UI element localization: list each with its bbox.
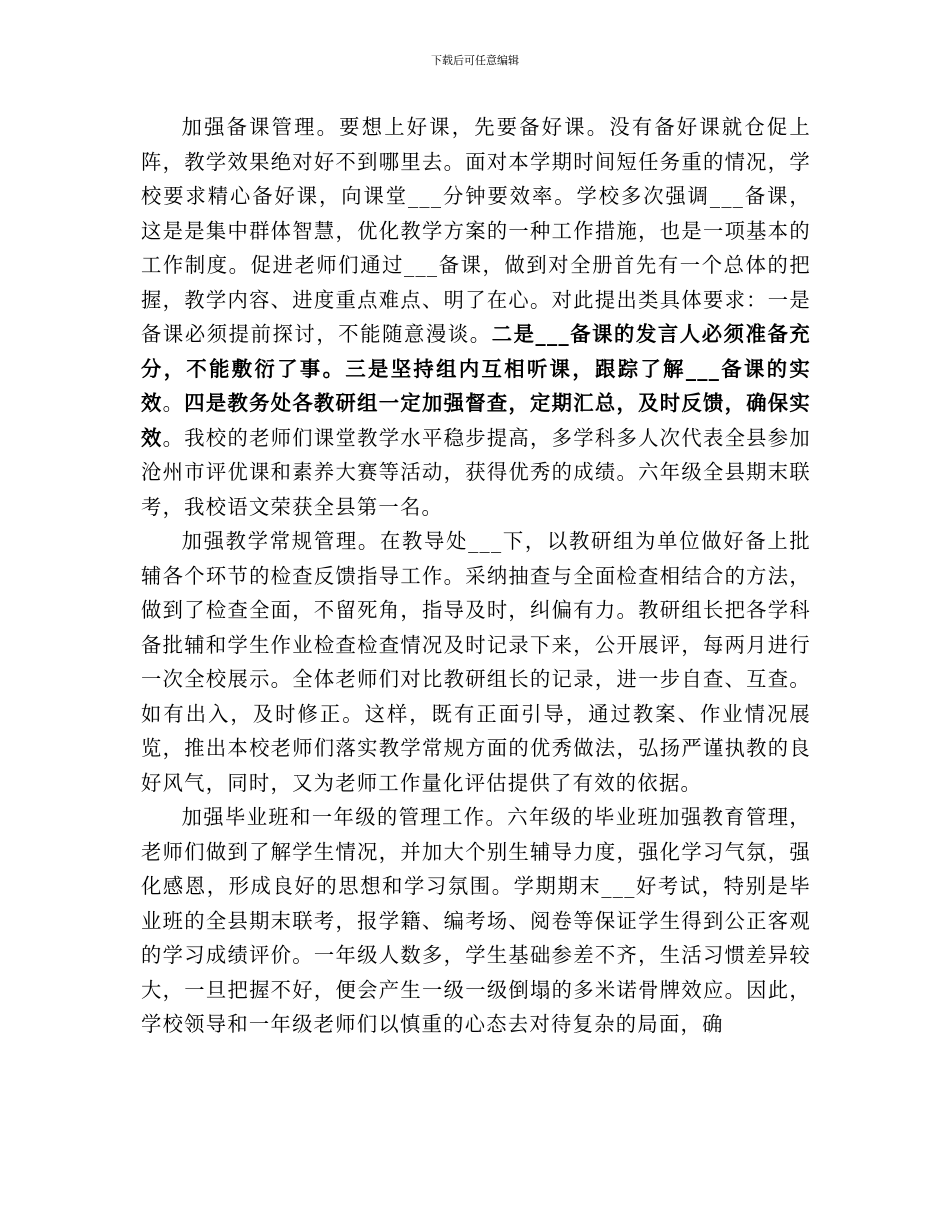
lesson-prep-supervision-bold: 四是教务处各教研组一定加强督查，定期汇总，及时反馈，确保实效 <box>141 391 811 450</box>
paragraph-teaching-routine: 加强教学常规管理。在教导处___下，以教研组为单位做好备上批辅各个环节的检查反馈指导工作。采纳抽查与全面检查相结合的方法，做到了检查全面，不留死角，指导及时，纠偏有力。教研组长把各学科备批辅和学生作业检查检查情况及时记录下来，公开展评，每两月进行一次全校展示。全体老师们对比教研组长的记录，进一步自查、互查。如有出入，及时修正。这样，既有正面引导，通过教案、作业情况展览，推出本校老师们落实教学常规方面的优秀做法，弘扬严谨执教的良好风气，同时，又为老师工作量化评估提供了有效的依据。 <box>141 529 811 795</box>
lesson-prep-intro: 加强备课管理。要想上好课，先要备好课。没有备好课就仓促上阵，教学效果绝对好不到哪里去。面对本学期时间短任务重的情况，学校要求精心备好课，向课堂___分钟要效率。学校多次强调___备课，这是是集中群体智慧，优化教学方案的一种工作措施，也是一项基本的工作制度。促进老师们通过___备课，做到对全册首先有一个总体的把握，教学内容、进度重点难点、明了在心。对此提出类具体要求：一是备课必须提前探讨，不能随意漫谈。 <box>141 115 811 346</box>
paragraph-lesson-prep <box>141 110 811 524</box>
document-body <box>141 110 811 1042</box>
lesson-prep-results: 。我校的老师们课堂教学水平稳步提高，多学科多人次代表全县参加沧州市评优课和素养大赛等活动，获得优秀的成绩。六年级全县期末联考，我校语文荣获全县第一名。 <box>141 425 811 519</box>
lesson-prep-requirements-bold: 二是___备课的发言人必须准备充分，不能敷衍了事。三是坚持组内互相听课，跟踪了解___备课的实效 <box>141 322 811 415</box>
page-header-note: 下载后可任意编辑 <box>431 54 519 67</box>
paragraph-graduating-first-grade: 加强毕业班和一年级的管理工作。六年级的毕业班加强教育管理，老师们做到了解学生情况，并加大个别生辅导力度，强化学习气氛，强化感恩，形成良好的思想和学习氛围。学期期末___好考试，特别是毕业班的全县期末联考，报学籍、编考场、阅卷等保证学生得到公正客观的学习成绩评价。一年级人数多，学生基础参差不齐，生活习惯差异较大，一旦把握不好，便会产生一级一级倒塌的多米诺骨牌效应。因此，学校领导和一年级老师们以慎重的心态去对待复杂的局面，确 <box>141 805 811 1036</box>
lesson-prep-separator: 。 <box>162 391 185 415</box>
